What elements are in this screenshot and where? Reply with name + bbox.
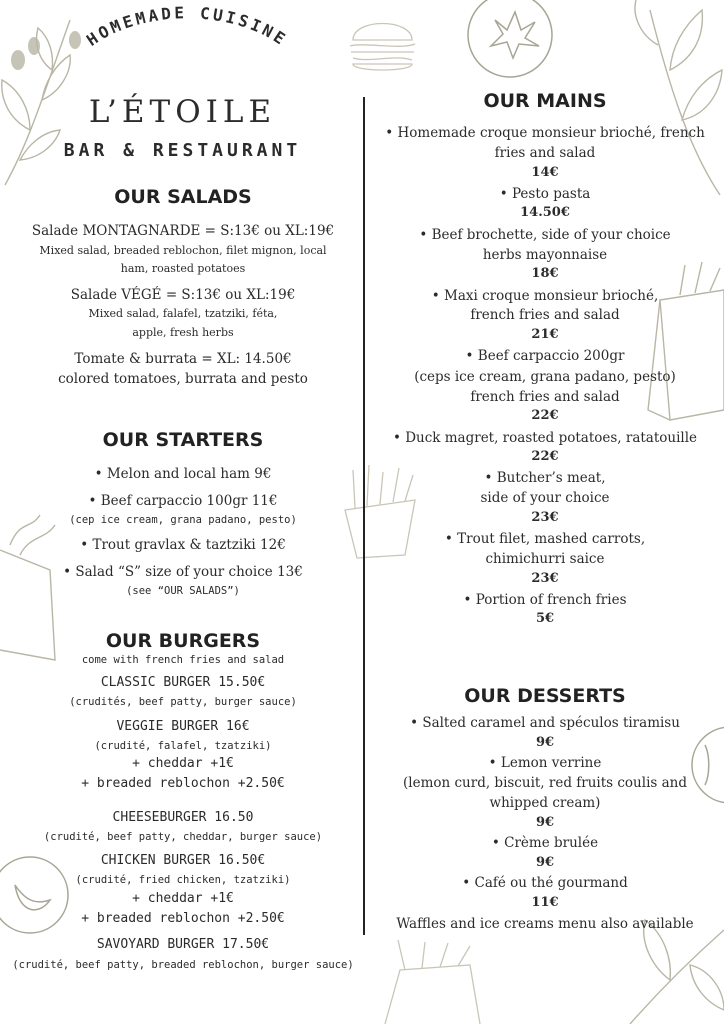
main-carpaccio-line2: (ceps ice cream, grana padano, pesto)	[414, 369, 676, 385]
salad-burrata-desc: colored tomatoes, burrata and pesto	[58, 371, 308, 387]
main-carpaccio-price: 22€	[531, 408, 559, 423]
dessert-verrine-line2: (lemon curd, biscuit, red fruits coulis and	[403, 775, 687, 791]
starter-gravlax: • Trout gravlax & taztziki 12€	[80, 537, 286, 553]
starter-carpaccio: • Beef carpaccio 100gr 11€	[88, 493, 278, 509]
dessert-tiramisu-price: 9€	[535, 735, 555, 750]
burger-classic: CLASSIC BURGER 15.50€	[100, 675, 266, 690]
main-croque-line1: • Homemade croque monsieur brioché, french	[385, 125, 705, 141]
main-fries-price: 5€	[535, 611, 555, 626]
salad-montagnarde-desc-2: ham, roasted potatoes	[120, 262, 246, 275]
dessert-verrine-price: 9€	[535, 815, 555, 830]
main-maxi-croque-line2: french fries and salad	[470, 307, 620, 323]
burgers-subtitle: come with french fries and salad	[81, 654, 285, 666]
main-butcher-price: 23€	[531, 510, 559, 525]
main-trout-line2: chimichurri saice	[485, 551, 605, 567]
main-pesto-line1: • Pesto pasta	[499, 186, 591, 202]
burger-veggie: VEGGIE BURGER 16€	[116, 719, 250, 734]
starter-melon: • Melon and local ham 9€	[94, 466, 272, 482]
column-divider	[363, 97, 365, 935]
burger-veggie-desc: (crudité, falafel, tzatziki)	[94, 740, 272, 752]
dessert-creme-price: 9€	[535, 855, 555, 870]
dessert-verrine-line1: • Lemon verrine	[488, 755, 602, 771]
salad-vege: Salade VÉGÉ = S:13€ ou XL:19€	[70, 287, 296, 303]
main-trout-price: 23€	[531, 571, 559, 586]
dessert-creme-line1: • Crème brulée	[491, 835, 599, 851]
main-carpaccio-line3: french fries and salad	[470, 389, 620, 405]
main-duck-price: 22€	[531, 449, 559, 464]
starter-salad: • Salad “S” size of your choice 13€	[63, 564, 303, 580]
burger-chicken-desc: (crudité, fried chicken, tzatziki)	[75, 874, 291, 886]
main-brochette-line1: • Beef brochette, side of your choice	[419, 227, 671, 243]
restaurant-name: L’ÉTOILE	[88, 94, 277, 130]
tagline-text: HOMEMADE CUISINE	[82, 4, 292, 50]
main-butcher-line1: • Butcher’s meat,	[484, 470, 606, 486]
main-maxi-croque-line1: • Maxi croque monsieur brioché,	[431, 288, 659, 304]
burger-cheese: CHEESEBURGER 16.50	[112, 810, 254, 825]
desserts-heading: OUR DESSERTS	[464, 685, 626, 707]
dessert-tiramisu-line1: • Salted caramel and spéculos tiramisu	[410, 715, 680, 731]
main-maxi-croque-price: 21€	[531, 327, 559, 342]
salad-montagnarde: Salade MONTAGNARDE = S:13€ ou XL:19€	[31, 223, 335, 239]
salad-vege-desc-2: apple, fresh herbs	[132, 326, 234, 339]
burger-savoyard-desc: (crudité, beef patty, breaded reblochon, burger sauce)	[12, 959, 354, 971]
main-carpaccio-line1: • Beef carpaccio 200gr	[465, 348, 625, 364]
burger-classic-desc: (crudités, beef patty, burger sauce)	[69, 696, 297, 708]
desserts-footer-note: Waffles and ice creams menu also available	[396, 916, 694, 932]
main-brochette-line2: herbs mayonnaise	[482, 247, 608, 263]
burger-cheese-desc: (crudité, beef patty, cheddar, burger sauce)	[43, 831, 323, 843]
burger-chicken-opt-cheddar: + cheddar +1€	[132, 891, 234, 906]
main-butcher-line2: side of your choice	[480, 490, 610, 506]
main-fries-line1: • Portion of french fries	[463, 592, 627, 608]
dessert-cafe-line1: • Café ou thé gourmand	[462, 875, 628, 891]
main-trout-line1: • Trout filet, mashed carrots,	[444, 531, 646, 547]
burgers-heading: OUR BURGERS	[105, 630, 261, 652]
burger-veggie-opt-reblochon: + breaded reblochon +2.50€	[81, 776, 285, 791]
main-croque-price: 14€	[531, 165, 559, 180]
salad-vege-desc: Mixed salad, falafel, tzatziki, féta,	[88, 307, 278, 320]
starter-salad-note: (see “OUR SALADS”)	[126, 585, 240, 597]
burger-chicken: CHICKEN BURGER 16.50€	[100, 853, 266, 868]
burger-savoyard: SAVOYARD BURGER 17.50€	[96, 937, 270, 952]
restaurant-subtitle: BAR & RESTAURANT	[63, 140, 302, 161]
starters-heading: OUR STARTERS	[102, 429, 264, 451]
main-duck-line1: • Duck magret, roasted potatoes, ratatouille	[392, 430, 698, 446]
right-column	[370, 0, 720, 1024]
main-pesto-price: 14.50€	[520, 205, 570, 220]
burger-veggie-opt-cheddar: + cheddar +1€	[132, 756, 234, 771]
left-column	[8, 0, 358, 1024]
salad-burrata: Tomate & burrata = XL: 14.50€	[74, 351, 292, 367]
dessert-cafe-price: 11€	[531, 895, 559, 910]
starter-carpaccio-note: (cep ice cream, grana padano, pesto)	[69, 514, 297, 526]
salads-heading: OUR SALADS	[114, 186, 252, 208]
main-brochette-price: 18€	[531, 266, 559, 281]
mains-heading: OUR MAINS	[483, 90, 607, 112]
main-croque-line2: fries and salad	[494, 145, 596, 161]
salad-montagnarde-desc: Mixed salad, breaded reblochon, filet mignon, local	[39, 244, 327, 257]
dessert-verrine-line3: whipped cream)	[489, 795, 601, 811]
burger-chicken-opt-reblochon: + breaded reblochon +2.50€	[81, 911, 285, 926]
